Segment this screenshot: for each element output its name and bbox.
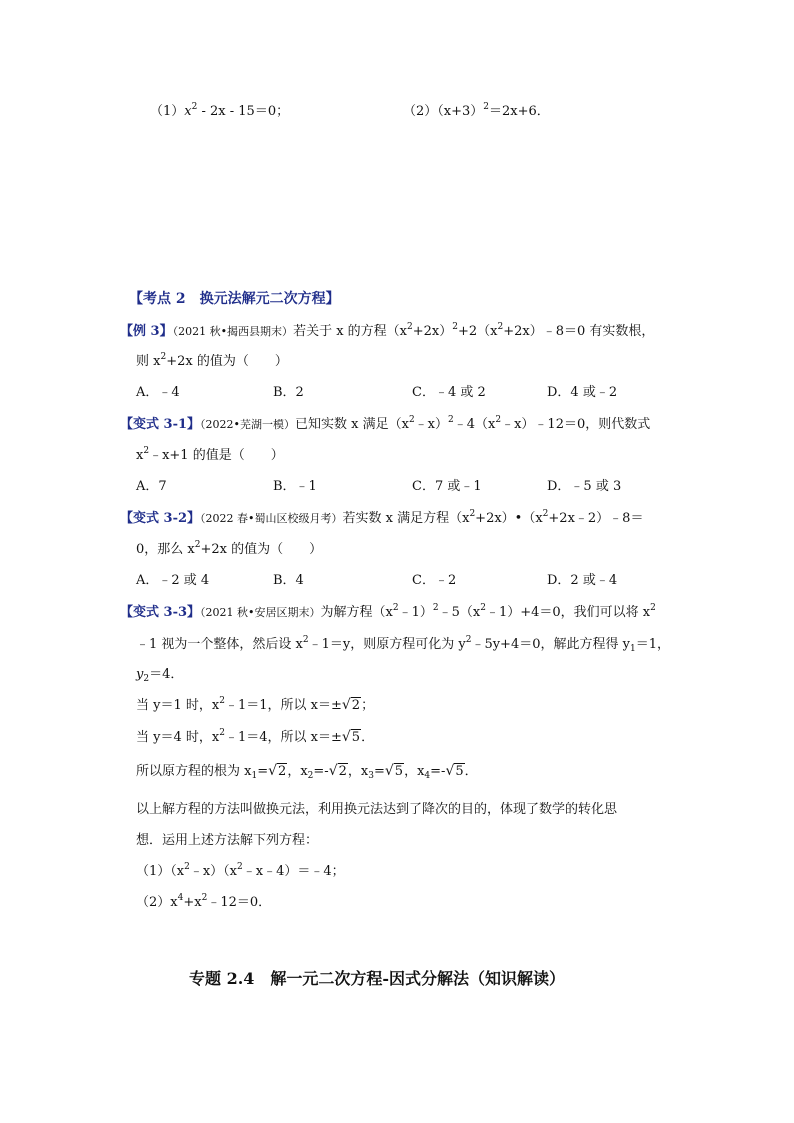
variant-3-2-line2: 0，那么 $x^2+2x$ 的值为（ ） <box>136 540 323 557</box>
variant-3-3-question-1: $(1)(x^2﹣x)(x^2﹣x﹣4)=﹣4$； <box>136 862 345 879</box>
variant-3-1-stem: 【变式 3-1】（2022•芜湖一模）已知实数 x 满足$(x^2﹣x)^2﹣4(x^2﹣x)﹣12=0$，则代数式 <box>120 415 651 432</box>
variant-3-2-stem: 【变式 3-2】（2022 春•蜀山区校级月考）若实数 x 满足方程$(x^2+2x)•(x^2+2x﹣2)﹣8=$ <box>120 509 644 526</box>
variant-3-1-line2: $x^2﹣x+1$ 的值是（ ） <box>136 446 284 463</box>
variant-3-3-question-2: $(2)x^4+x^2﹣12=0$． <box>136 893 272 910</box>
variant-3-1-option-d: D．﹣5 或 3 <box>547 479 622 494</box>
variant-3-1-option-a: A．7 <box>136 479 167 494</box>
example-3-option-b: B．2 <box>273 385 304 400</box>
example-3-option-d: D．4 或﹣2 <box>547 385 618 400</box>
variant-3-3-line2: ﹣1 视为一个整体，然后设 $x^2﹣1=y$，则原方程可化为 $y^2﹣5y+4=0$，解此方程得 $y_1=1$， <box>136 635 670 654</box>
variant-3-3-roots: 所以原方程的根为 $x_1=√2$，$x_2=-√2$，$x_3=√5$，$x_4=-√5$． <box>136 763 478 781</box>
variant-3-3-line1: 【变式 3-3】（2021 秋•安居区期末）为解方程$(x^2﹣1)^2﹣5(x^2﹣1)+4=0$，我们可以将 $x^2$ <box>120 603 656 620</box>
variant-3-2-option-a: A．﹣2 或 4 <box>136 573 210 588</box>
example-3-option-a: A．﹣4 <box>136 385 180 400</box>
variant-3-1-option-c: C．7 或﹣1 <box>412 479 482 494</box>
equation-1: $(1)x^2 - 2x - 15=0$； <box>150 102 290 119</box>
variant-3-3-line8: 想．运用上述方法解下列方程： <box>136 833 319 848</box>
variant-3-3-line3: $y_2=4$． <box>136 667 184 684</box>
equation-2: $(2)(x+3)^2=2x+6$． <box>403 102 550 119</box>
topic-title: 专题 2.4 解一元二次方程-因式分解法（知识解读） <box>189 969 566 988</box>
example-3-stem: 【例 3】（2021 秋•揭西县期末）若关于 x 的方程$(x^2+2x)^2+2(x^2+2x)﹣8=0$ 有实数根， <box>120 322 655 339</box>
variant-3-1-option-b: B．﹣1 <box>273 479 317 494</box>
example-3-option-c: C．﹣4 或 2 <box>412 385 486 400</box>
variant-3-3-line4: 当 y＝1 时，$x^2﹣1=1$，所以 x＝±√2； <box>136 696 375 713</box>
variant-3-2-option-d: D．2 或﹣4 <box>547 573 618 588</box>
variant-3-2-option-b: B．4 <box>273 573 304 588</box>
sqrt-2: √2 <box>341 697 361 713</box>
sqrt-5: √5 <box>341 729 361 745</box>
variant-3-3-line7: 以上解方程的方法叫做换元法，利用换元法达到了降次的目的，体现了数学的转化思 <box>136 802 618 817</box>
section-heading: 【考点 2 换元法解元二次方程】 <box>129 291 340 307</box>
example-3-line2: 则 $x^2+2x$ 的值为（ ） <box>136 352 288 369</box>
variant-3-3-line5: 当 y＝4 时，$x^2﹣1=4$，所以 x＝±√5． <box>136 728 375 745</box>
variant-3-2-option-c: C．﹣2 <box>412 573 457 588</box>
